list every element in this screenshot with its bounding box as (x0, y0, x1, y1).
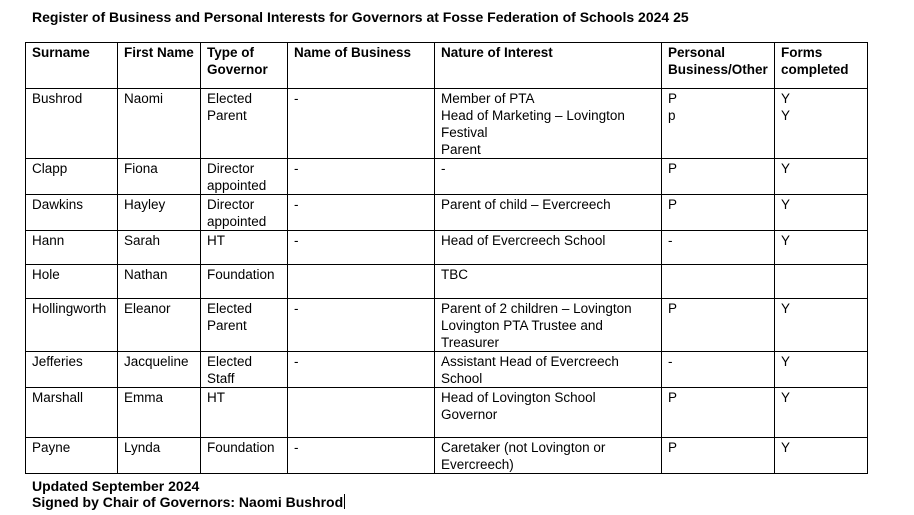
cell-line: HT (207, 233, 225, 248)
cell-line: Parent (441, 142, 481, 157)
cell-business: - (288, 438, 435, 474)
cell-personal (662, 299, 775, 352)
cell-line: Y (781, 91, 791, 106)
cell-first-name: Sarah (118, 231, 201, 265)
cell-surname: Hollingworth (26, 299, 118, 352)
cell-business (288, 388, 435, 438)
cell-line: Assistant Head of Evercreech (441, 354, 619, 369)
col-header-type: Type of Governor (201, 43, 288, 89)
cell-business: - (288, 299, 435, 352)
cell-line: Director (207, 197, 255, 212)
col-header-surname: Surname (26, 43, 118, 89)
cell-line: Parent of 2 children – Lovington (441, 301, 632, 316)
cell-first-name: Emma (118, 388, 201, 438)
cell-first-name: Naomi (118, 89, 201, 159)
col-header-nature: Nature of Interest (435, 43, 662, 89)
table-row (26, 89, 868, 159)
cell-line: Y (781, 354, 791, 369)
header-row (26, 43, 868, 89)
cell-nature (435, 195, 662, 231)
cell-line: Foundation (207, 267, 275, 282)
cell-nature (435, 265, 662, 299)
cell-forms (775, 265, 868, 299)
cell-line: - (441, 161, 446, 176)
cell-surname: Clapp (26, 159, 118, 195)
cell-first-name: Nathan (118, 265, 201, 299)
cell-line: Y (781, 197, 791, 212)
cell-surname: Marshall (26, 388, 118, 438)
cell-line: Parent of child – Evercreech (441, 197, 611, 212)
cell-line: Y (781, 390, 791, 405)
table-row (26, 352, 868, 388)
cell-nature (435, 438, 662, 474)
updated-note: Updated September 2024 (32, 478, 200, 494)
cell-nature (435, 299, 662, 352)
cell-forms (775, 299, 868, 352)
cell-nature (435, 352, 662, 388)
cell-business: - (288, 231, 435, 265)
cell-nature (435, 159, 662, 195)
cell-line: P (668, 390, 678, 405)
cell-type (201, 231, 288, 265)
cell-type (201, 159, 288, 195)
cell-first-name: Fiona (118, 159, 201, 195)
cell-line: Treasurer (441, 335, 500, 350)
col-header-forms: Forms completed (775, 43, 868, 89)
cell-surname: Dawkins (26, 195, 118, 231)
cell-line: - (668, 354, 673, 369)
cell-line: School (441, 371, 483, 386)
cell-line: appointed (207, 178, 267, 193)
table-body (26, 89, 868, 474)
cell-line: Caretaker (not Lovington or (441, 440, 606, 455)
cell-line: Y (781, 161, 791, 176)
cell-line: Parent (207, 318, 247, 333)
cell-line: Head of Marketing – Lovington (441, 108, 625, 123)
cell-type (201, 265, 288, 299)
table-row (26, 231, 868, 265)
cell-first-name: Jacqueline (118, 352, 201, 388)
cell-personal (662, 89, 775, 159)
cell-line: appointed (207, 214, 267, 229)
cell-forms (775, 231, 868, 265)
cell-line: Foundation (207, 440, 275, 455)
cell-line: Y (781, 301, 791, 316)
table-row (26, 299, 868, 352)
cell-nature (435, 231, 662, 265)
text-cursor (344, 494, 345, 509)
cell-first-name: Hayley (118, 195, 201, 231)
cell-type (201, 89, 288, 159)
cell-line: Staff (207, 371, 235, 386)
cell-line: Evercreech) (441, 457, 514, 472)
cell-line: Y (781, 233, 791, 248)
table-row (26, 265, 868, 299)
cell-type (201, 195, 288, 231)
cell-line: P (668, 161, 678, 176)
cell-business: - (288, 195, 435, 231)
cell-forms (775, 159, 868, 195)
cell-line: Governor (441, 407, 498, 422)
cell-line: P (668, 197, 678, 212)
cell-personal (662, 231, 775, 265)
cell-personal (662, 352, 775, 388)
cell-line: Member of PTA (441, 91, 535, 106)
table-row (26, 159, 868, 195)
cell-business (288, 265, 435, 299)
cell-forms (775, 195, 868, 231)
col-header-personal: Personal Business/Other (662, 43, 775, 89)
cell-line: - (668, 233, 673, 248)
cell-line: Elected (207, 301, 253, 316)
cell-line: P (668, 91, 678, 106)
cell-personal (662, 265, 775, 299)
cell-business: - (288, 352, 435, 388)
cell-personal (662, 195, 775, 231)
cell-line: P (668, 440, 678, 455)
cell-forms (775, 388, 868, 438)
cell-forms (775, 352, 868, 388)
cell-surname: Hole (26, 265, 118, 299)
cell-type (201, 299, 288, 352)
cell-line: Head of Lovington School (441, 390, 596, 405)
cell-forms (775, 89, 868, 159)
cell-surname: Hann (26, 231, 118, 265)
cell-line: Head of Evercreech School (441, 233, 606, 248)
cell-business: - (288, 159, 435, 195)
cell-first-name: Eleanor (118, 299, 201, 352)
cell-nature (435, 89, 662, 159)
table-row (26, 388, 868, 438)
cell-line: Parent (207, 108, 247, 123)
cell-surname: Bushrod (26, 89, 118, 159)
cell-line: Elected (207, 91, 253, 106)
signature-text: Signed by Chair of Governors: Naomi Bushrod (32, 494, 344, 510)
cell-personal (662, 159, 775, 195)
signature-line (32, 494, 345, 510)
cell-personal (662, 438, 775, 474)
register-table (25, 42, 868, 474)
cell-forms (775, 438, 868, 474)
table-row (26, 195, 868, 231)
col-header-first-name: First Name (118, 43, 201, 89)
cell-line: Festival (441, 125, 488, 140)
cell-first-name: Lynda (118, 438, 201, 474)
cell-line: p (668, 108, 676, 123)
cell-line: HT (207, 390, 225, 405)
cell-line: Elected (207, 354, 253, 369)
cell-type (201, 352, 288, 388)
cell-line: Lovington PTA Trustee and (441, 318, 603, 333)
document-title: Register of Business and Personal Interests for Governors at Fosse Federation of Schools 2024 25 (32, 9, 689, 25)
cell-personal (662, 388, 775, 438)
table-row (26, 438, 868, 474)
cell-surname: Payne (26, 438, 118, 474)
cell-nature (435, 388, 662, 438)
col-header-business: Name of Business (288, 43, 435, 89)
cell-line: TBC (441, 267, 468, 282)
cell-line: Director (207, 161, 255, 176)
cell-type (201, 388, 288, 438)
cell-surname: Jefferies (26, 352, 118, 388)
cell-line: Y (781, 108, 791, 123)
cell-type (201, 438, 288, 474)
cell-line: Y (781, 440, 791, 455)
cell-business: - (288, 89, 435, 159)
cell-line: P (668, 301, 678, 316)
footer (32, 478, 345, 510)
